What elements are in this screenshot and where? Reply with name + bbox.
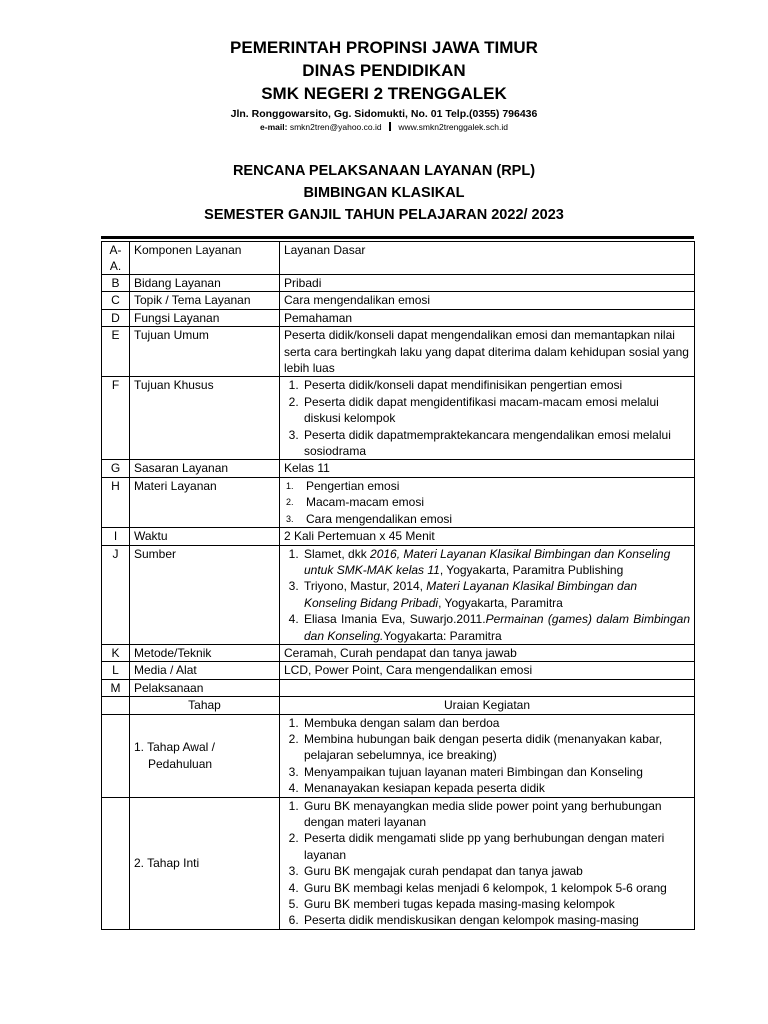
table-row (102, 242, 695, 275)
stage-label-line: 1. Tahap Awal / (134, 740, 215, 755)
letterhead-contact (0, 121, 768, 133)
title-semester: SEMESTER GANJIL TAHUN PELAJARAN 2022/ 2023 (204, 207, 564, 223)
stage-activities (280, 714, 695, 797)
letterhead (0, 36, 768, 133)
stage-label: 2. Tahap Inti (130, 797, 280, 929)
specific-goals-list (284, 377, 690, 459)
pelaksanaan-header-row (102, 697, 695, 714)
title-divider (101, 236, 694, 239)
list-item: Cara mengendalikan emosi (306, 511, 453, 526)
row-code: L (102, 662, 130, 679)
email-address: smkn2tren@yahoo.co.id (289, 122, 382, 132)
row-code: I (102, 528, 130, 545)
row-label: Sumber (130, 545, 280, 644)
letterhead-government: PEMERINTAH PROPINSI JAWA TIMUR (230, 38, 538, 57)
letterhead-address: Jln. Ronggowarsito, Gg. Sidomukti, No. 01 Telp.(0355) 796436 (230, 108, 538, 120)
row-label: Materi Layanan (130, 477, 280, 527)
column-header-stage: Tahap (130, 697, 280, 714)
row-code: B (102, 275, 130, 292)
website-address: www.smkn2trenggalek.sch.id (398, 122, 508, 132)
row-value: Pemahaman (280, 309, 695, 326)
table-row (102, 377, 695, 460)
row-value (280, 477, 695, 527)
table-row (102, 460, 695, 477)
activity-list (284, 715, 690, 797)
row-label: Metode/Teknik (130, 644, 280, 661)
list-item: 2. Peserta didik dapat mengidentifikasi macam-macam emosi melalui diskusi kelompok (302, 394, 690, 427)
row-value (280, 377, 695, 460)
row-value: Layanan Dasar (280, 242, 695, 275)
letterhead-department: DINAS PENDIDIKAN (302, 61, 466, 80)
table-row (102, 545, 695, 644)
list-item: 2. Peserta didik mengamati slide pp yang berhubungan dengan materi layanan (302, 830, 690, 863)
letterhead-school: SMK NEGERI 2 TRENGGALEK (261, 84, 507, 103)
row-value: Peserta didik/konseli dapat mengendalikan emosi dan memantapkan nilai serta cara bertingkah laku yang dapat diterima dalam kehidupan sosial yang lebih luas (280, 327, 695, 377)
stage-row-awal (102, 714, 695, 797)
row-value: Cara mengendalikan emosi (280, 292, 695, 309)
rpl-table (101, 241, 695, 930)
empty-code-cell (102, 714, 130, 797)
list-item: 3. Menyampaikan tujuan layanan materi Bimbingan dan Konseling (302, 764, 690, 780)
source-title: Materi Layanan Klasikal Bimbingan dan Konseling untuk SMK-MAK kelas 11 (304, 546, 671, 577)
stage-label (130, 714, 280, 797)
row-code: M (102, 679, 130, 696)
row-value: LCD, Power Point, Cara mengendalikan emosi (280, 662, 695, 679)
row-code: H (102, 477, 130, 527)
stage-row-inti (102, 797, 695, 929)
row-code: C (102, 292, 130, 309)
empty-code-cell (102, 697, 130, 714)
contact-separator (389, 122, 391, 131)
source-publisher: , Yogyakarta, Paramitra (438, 595, 563, 610)
source-title: Materi Layanan Klasikal Bimbingan dan Konseling Bidang Pribadi (304, 579, 638, 610)
row-label: Bidang Layanan (130, 275, 280, 292)
list-item: Macam-macam emosi (306, 495, 425, 510)
list-item: 3. Peserta didik dapatmempraktekancara mengendalikan emosi melalui sosiodrama (302, 427, 690, 460)
row-code: D (102, 309, 130, 326)
activity-list (284, 798, 690, 929)
table-row (102, 275, 695, 292)
source-author: Triyono, Mastur, 2014, (304, 579, 427, 594)
source-item (302, 611, 690, 644)
title-rpl: RENCANA PELAKSANAAN LAYANAN (RPL) (232, 163, 536, 179)
row-value: Kelas 11 (280, 460, 695, 477)
source-year: 2016, (370, 546, 404, 561)
column-header-activity: Uraian Kegiatan (280, 697, 695, 714)
source-author: Slamet, dkk (304, 546, 371, 561)
table-row (102, 327, 695, 377)
row-code: G (102, 460, 130, 477)
row-code: J (102, 545, 130, 644)
row-label: Fungsi Layanan (130, 309, 280, 326)
table-row (102, 662, 695, 679)
table-row (102, 679, 695, 696)
row-value (280, 679, 695, 696)
list-item: 1. Membuka dengan salam dan berdoa (302, 715, 690, 731)
row-code: K (102, 644, 130, 661)
list-item: 3. Guru BK mengajak curah pendapat dan tanya jawab (302, 863, 690, 879)
stage-label-line: Pedahuluan (148, 756, 213, 771)
row-label: Sasaran Layanan (130, 460, 280, 477)
row-value: 2 Kali Pertemuan x 45 Menit (280, 528, 695, 545)
row-label: Tujuan Khusus (130, 377, 280, 460)
empty-code-cell (102, 797, 130, 929)
row-label: Komponen Layanan (130, 242, 280, 275)
list-item: 4. Menanayakan kesiapan kepada peserta didik (302, 780, 690, 796)
row-label: Pelaksanaan (130, 679, 280, 696)
source-author: Eliasa Imania Eva, Suwarjo.2011. (304, 612, 486, 627)
row-label: Tujuan Umum (130, 327, 280, 377)
list-item: Pengertian emosi (306, 478, 400, 493)
list-item: 1. Guru BK menayangkan media slide power point yang berhubungan dengan materi layanan (302, 798, 690, 831)
source-list (284, 546, 690, 644)
source-item (302, 546, 690, 579)
row-code: F (102, 377, 130, 460)
row-label: Media / Alat (130, 662, 280, 679)
email-label: e-mail: (260, 122, 288, 132)
row-label: Topik / Tema Layanan (130, 292, 280, 309)
material-list (284, 478, 690, 527)
table-row (102, 528, 695, 545)
row-value: Pribadi (280, 275, 695, 292)
list-item: 6. Peserta didik mendiskusikan dengan kelompok masing-masing (302, 912, 690, 928)
row-code: A-A. (102, 242, 130, 275)
row-label: Waktu (130, 528, 280, 545)
table-row (102, 477, 695, 527)
table-row (102, 644, 695, 661)
document-titles (0, 160, 768, 226)
stage-activities (280, 797, 695, 929)
table-row (102, 309, 695, 326)
row-value: Ceramah, Curah pendapat dan tanya jawab (280, 644, 695, 661)
list-item: 5. Guru BK memberi tugas kepada masing-masing kelompok (302, 896, 690, 912)
source-item (302, 578, 690, 611)
row-value (280, 545, 695, 644)
list-item: 1. Peserta didik/konseli dapat mendifinisikan pengertian emosi (302, 377, 690, 393)
table-row (102, 292, 695, 309)
title-bimbingan: BIMBINGAN KLASIKAL (303, 185, 465, 201)
row-code: E (102, 327, 130, 377)
list-item: 2. Membina hubungan baik dengan peserta didik (menanyakan kabar, pelajaran sebelumnya, ice breaking) (302, 731, 690, 764)
list-item: 4. Guru BK membagi kelas menjadi 6 kelompok, 1 kelompok 5-6 orang (302, 880, 690, 896)
source-publisher: Yogyakarta: Paramitra (383, 628, 502, 643)
source-title: Permainan (games) dalam Bimbingan dan Konseling. (304, 612, 691, 643)
source-publisher: , Yogyakarta, Paramitra Publishing (439, 562, 624, 577)
